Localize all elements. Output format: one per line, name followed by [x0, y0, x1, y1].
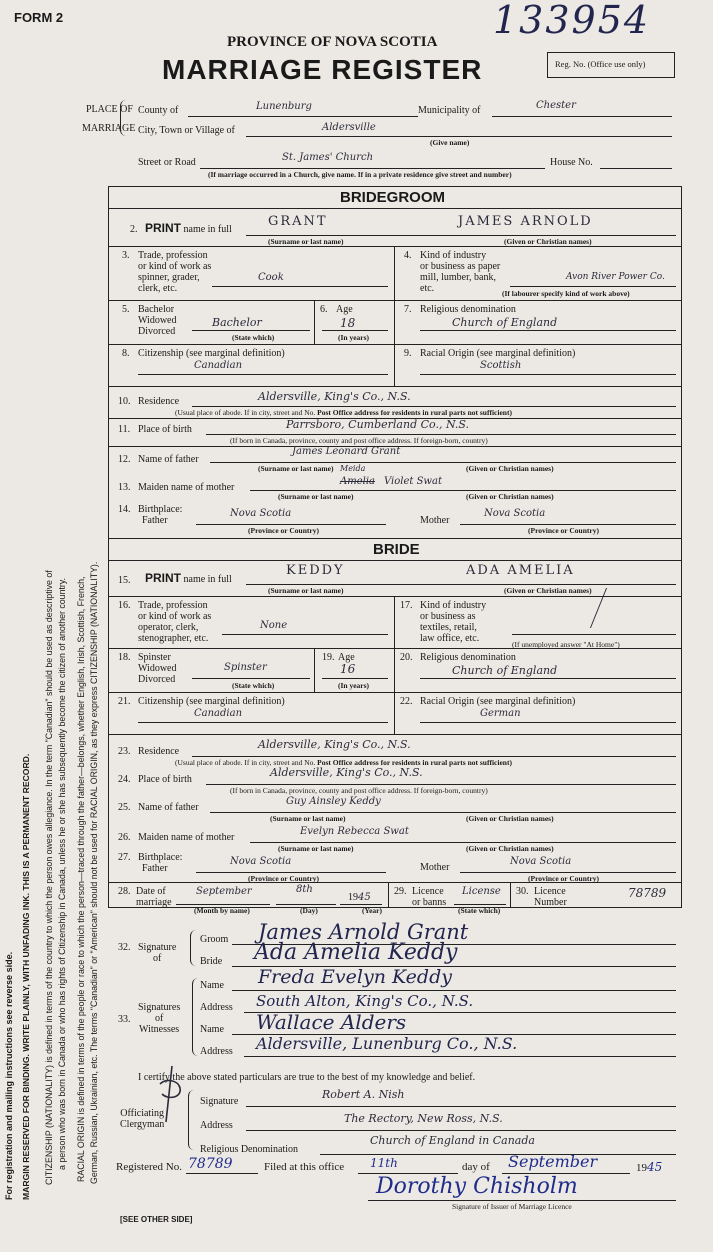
bride-citizenship: Canadian	[194, 708, 243, 719]
give-name-caption: (Give name)	[430, 138, 470, 147]
bride-residence: Aldersville, King's Co., N.S.	[258, 738, 411, 751]
bride-age: 16	[340, 662, 356, 676]
groom-residence: Aldersville, King's Co., N.S.	[258, 390, 411, 403]
filed-month: September	[508, 1152, 598, 1171]
issuer-signature: Dorothy Chisholm	[376, 1174, 578, 1199]
groom-racial: Scottish	[480, 360, 522, 371]
groom-given: JAMES ARNOLD	[458, 214, 593, 229]
place-brace	[120, 100, 127, 136]
form-number: FORM 2	[14, 10, 64, 25]
province-heading: PROVINCE OF NOVA SCOTIA	[227, 34, 438, 50]
street-value: St. James' Church	[282, 152, 374, 163]
clergy-signature: Robert A. Nish	[322, 1088, 405, 1101]
street-label: Street or Road	[138, 157, 196, 168]
municipality-label: Municipality of	[418, 105, 481, 116]
groom-religion: Church of England	[452, 316, 558, 329]
marriage-month: September	[196, 886, 252, 897]
groom-industry-label: Kind of industry or business as paper mill, lumber, bank, etc.	[420, 250, 501, 294]
form-title: MARRIAGE REGISTER	[162, 54, 483, 85]
licence-number: 78789	[628, 886, 667, 900]
certification: I certify the above stated particulars are true to the best of my knowledge and belief.	[138, 1072, 476, 1083]
registered-number: 78789	[188, 1156, 233, 1172]
margin-citizenship-1: CITIZENSHIP (NATIONALITY) is defined in terms of the country to which the person owes allegiance. In the term "Canadian" should be used as descriptive of	[44, 570, 54, 1185]
bride-given: ADA AMELIA	[466, 563, 575, 578]
clergy-address: The Rectory, New Ross, N.S.	[344, 1112, 503, 1125]
bride-mother: Evelyn Rebecca Swat	[300, 826, 409, 837]
groom-mother-struck: Amelia	[340, 476, 375, 487]
margin-racial-1: RACIAL ORIGIN is defined in terms of the people or race to which the person—traced through the father—belongs, whether English, Irish, Scottish, French,	[76, 576, 86, 1182]
house-label: House No.	[550, 157, 593, 168]
groom-mother-inserted: Meida	[340, 464, 366, 473]
marriage-day: 8th	[296, 884, 313, 895]
bride-religion: Church of England	[452, 664, 558, 677]
bride-status: Spinster	[224, 662, 267, 673]
groom-age: 18	[340, 316, 356, 330]
groom-trade: Cook	[258, 272, 284, 283]
bride-trade: None	[260, 620, 288, 631]
bride-birthplace: Aldersville, King's Co., N.S.	[270, 766, 423, 779]
groom-trade-label: Trade, profession or kind of work as spinner, grader, clerk, etc.	[138, 250, 212, 294]
groom-mother-birthplace: Nova Scotia	[484, 508, 546, 519]
bridegroom-heading: BRIDEGROOM	[340, 189, 445, 206]
bride-surname: KEDDY	[286, 563, 345, 578]
witness-1-address: South Alton, King's Co., N.S.	[256, 992, 474, 1010]
groom-birthplace: Parrsboro, Cumberland Co., N.S.	[286, 418, 469, 431]
municipality-value: Chester	[536, 100, 576, 111]
bride-racial: German	[480, 708, 521, 719]
margin-racial-2: German, Russian, Ukrainian, etc. The terms "Canadian" or "American" should not be used for RACIAL ORIGIN, as they express CITIZENSHIP (NATIONALITY).	[89, 561, 99, 1184]
city-label: City, Town or Village of	[138, 125, 235, 136]
witness-2-address: Aldersville, Lunenburg Co., N.S.	[256, 1034, 518, 1053]
filed-year: 45	[647, 1160, 663, 1174]
groom-father-birthplace: Nova Scotia	[230, 508, 292, 519]
city-value: Aldersville	[322, 122, 376, 133]
place-label-1: PLACE OF	[86, 104, 133, 115]
place-note: (If marriage occurred in a Church, give name. If in a private residence give street and number)	[208, 170, 512, 179]
bride-signature: Ada Amelia Keddy	[254, 940, 458, 965]
witness-1-name: Freda Evelyn Keddy	[258, 966, 452, 988]
marriage-year: 45	[358, 892, 371, 903]
bride-mother-birthplace: Nova Scotia	[510, 856, 572, 867]
licence-type: License	[462, 886, 501, 897]
groom-citizenship: Canadian	[194, 360, 243, 371]
groom-print-label: PRINT name in full	[145, 221, 232, 235]
groom-industry: Avon River Power Co.	[566, 272, 665, 282]
bride-father-birthplace: Nova Scotia	[230, 856, 292, 867]
county-label: County of	[138, 105, 179, 116]
place-label-2: MARRIAGE	[82, 123, 136, 134]
groom-mother: Violet Swat	[384, 476, 442, 487]
registration-number: 133954	[493, 0, 651, 42]
groom-status-label: Bachelor Widowed Divorced	[138, 304, 177, 337]
groom-signature: James Arnold Grant	[258, 920, 469, 944]
groom-father: James Leonard Grant	[292, 446, 401, 457]
margin-binding-note: MARGIN RESERVED FOR BINDING. WRITE PLAINLY, WITH UNFADING INK. THIS IS A PERMANENT RECORD.	[21, 753, 31, 1200]
margin-citizenship-2: a person who was born in Canada or who has rights of Citizenship in Canada, unless he or she has subsequently become the citizen of another country.	[57, 577, 67, 1170]
clergy-denomination: Church of England in Canada	[370, 1134, 535, 1147]
see-other-side: [SEE OTHER SIDE]	[120, 1215, 193, 1224]
county-value: Lunenburg	[256, 101, 312, 112]
witness-2-name: Wallace Alders	[256, 1010, 407, 1034]
margin-instructions: For registration and mailing instructions see reverse side.	[4, 951, 14, 1200]
filed-day: 11th	[370, 1156, 398, 1170]
office-use-label: Reg. No. (Office use only)	[555, 59, 646, 69]
bride-father: Guy Ainsley Keddy	[286, 796, 381, 807]
groom-surname: GRANT	[268, 214, 328, 229]
groom-status: Bachelor	[212, 316, 262, 329]
bride-heading: BRIDE	[373, 541, 420, 558]
